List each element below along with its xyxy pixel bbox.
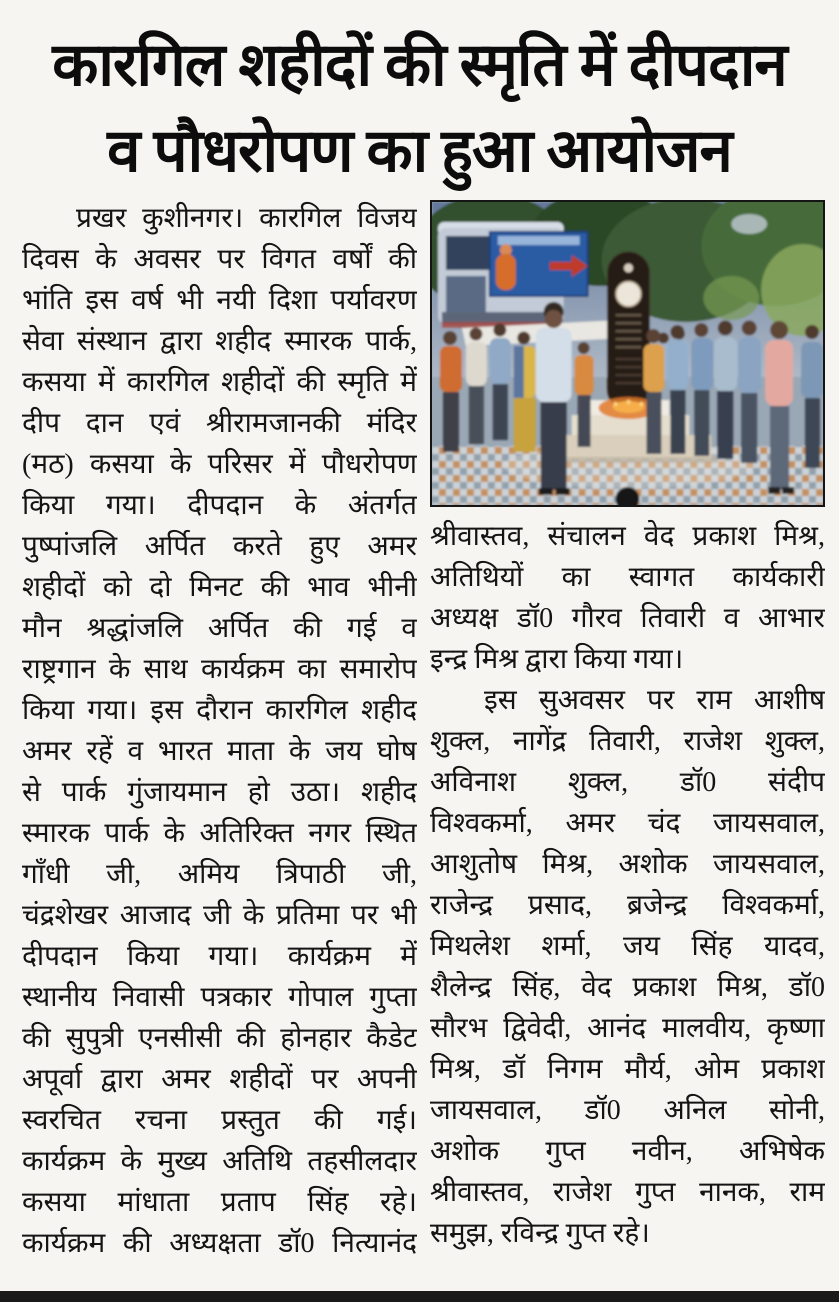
article-line: श्रीवास्तव, राजेश गुप्त नानक, राम	[430, 1177, 825, 1208]
article-line: से पार्क गुंजायमान हो उठा। शहीद	[22, 777, 417, 808]
article-line: किया गया। इस दौरान कारगिल शहीद	[22, 695, 417, 726]
article-body	[0, 198, 839, 1264]
article-line: स्थानीय निवासी पत्रकार गोपाल गुप्ता	[22, 982, 417, 1013]
article-line: दीपदान किया गया। कार्यक्रम में	[22, 941, 417, 972]
article-line: समुझ, रविन्द्र गुप्त रहे।	[430, 1218, 650, 1249]
article-line: कसया मांधाता प्रताप सिंह रहे।	[22, 1187, 417, 1218]
article-line: राष्ट्रगान के साथ कार्यक्रम का समारोप	[22, 654, 417, 685]
article-line: शहीदों को दो मिनट की भाव भीनी	[22, 572, 417, 603]
article-line: चंद्रशेखर आजाद जी के प्रतिमा पर भी	[22, 900, 417, 931]
article-column-right-text	[430, 516, 825, 1254]
article-line: अध्यक्ष डॉ0 गौरव तिवारी व आभार	[430, 603, 825, 634]
article-line: आशुतोष मिश्र, अशोक जायसवाल,	[430, 849, 825, 880]
headline-line-1: कारगिल शहीदों की स्मृति में दीपदान	[52, 32, 787, 98]
article-line: भांति इस वर्ष भी नयी दिशा पर्यावरण	[22, 285, 417, 316]
article-column-left	[22, 198, 417, 1264]
article-line: अमर रहें व भारत माता के जय घोष	[22, 736, 417, 767]
bottom-rule	[0, 1291, 839, 1302]
memorial-ceremony-photo	[430, 200, 825, 507]
article-line: इस सुअवसर पर राम आशीष	[484, 685, 825, 716]
article-line: कार्यक्रम की अध्यक्षता डॉ0 नित्यानंद	[22, 1228, 417, 1259]
article-line: अविनाश शुक्ल, डॉ0 संदीप	[430, 767, 825, 798]
article-line: मौन श्रद्धांजलि अर्पित की गई व	[22, 613, 417, 644]
article-line: शुक्ल, नागेंद्र तिवारी, राजेश शुक्ल,	[430, 726, 825, 757]
article-line: अपूर्वा द्वारा अमर शहीदों पर अपनी	[22, 1064, 417, 1095]
article-line: कसया में कारगिल शहीदों की स्मृति में	[22, 367, 417, 398]
photo-illustration	[432, 202, 823, 505]
article-line: शैलेन्द्र सिंह, वेद प्रकाश मिश्र, डॉ0	[430, 972, 825, 1003]
article-line: स्वरचित रचना प्रस्तुत की गई।	[22, 1105, 417, 1136]
article-column-right	[430, 198, 825, 1264]
article-line: सौरभ द्विवेदी, आनंद मालवीय, कृष्णा	[430, 1013, 825, 1044]
article-line: (मठ) कसया के परिसर में पौधरोपण	[22, 449, 417, 480]
headline	[8, 22, 831, 194]
article-line: दीप दान एवं श्रीरामजानकी मंदिर	[22, 408, 417, 439]
article-line: प्रखर कुशीनगर। कारगिल विजय	[76, 203, 417, 234]
article-line: कार्यक्रम के मुख्य अतिथि तहसीलदार	[22, 1146, 417, 1177]
article-line: श्रीवास्तव, संचालन वेद प्रकाश मिश्र,	[430, 521, 825, 552]
article-line: अतिथियों का स्वागत कार्यकारी	[430, 562, 825, 593]
article-line: जायसवाल, डॉ0 अनिल सोनी,	[430, 1095, 825, 1126]
article-line: स्मारक पार्क के अतिरिक्त नगर स्थित	[22, 818, 417, 849]
article-line: विश्वकर्मा, अमर चंद जायसवाल,	[430, 808, 825, 839]
article-line: सेवा संस्थान द्वारा शहीद स्मारक पार्क,	[22, 326, 417, 357]
article-line: मिथलेश शर्मा, जय सिंह यादव,	[430, 931, 825, 962]
headline-line-2: व पौधरोपण का हुआ आयोजन	[107, 118, 732, 184]
article-line: इन्द्र मिश्र द्वारा किया गया।	[430, 644, 684, 675]
article-line: किया गया। दीपदान के अंतर्गत	[22, 490, 417, 521]
article-line: दिवस के अवसर पर विगत वर्षों की	[22, 244, 417, 275]
article-line: मिश्र, डॉ निगम मौर्य, ओम प्रकाश	[430, 1054, 825, 1085]
newspaper-clipping	[0, 22, 839, 1302]
article-line: अशोक गुप्त नवीन, अभिषेक	[430, 1136, 825, 1167]
article-line: की सुपुत्री एनसीसी की होनहार कैडेट	[22, 1023, 417, 1054]
article-line: पुष्पांजलि अर्पित करते हुए अमर	[22, 531, 417, 562]
article-line: गाँधी जी, अमिय त्रिपाठी जी,	[22, 859, 417, 890]
article-line: राजेन्द्र प्रसाद, ब्रजेन्द्र विश्वकर्मा,	[430, 890, 825, 921]
